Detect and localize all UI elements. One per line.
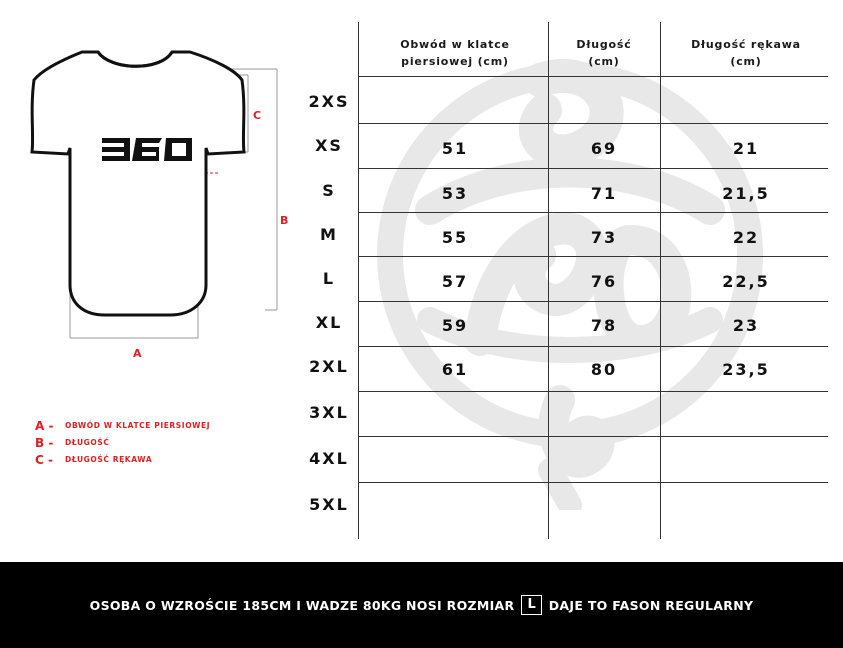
cell-sleeve: 23 [732, 316, 760, 335]
size-label: M [320, 225, 338, 244]
header-length-line2: (cm) [588, 55, 620, 68]
cell-length: 73 [590, 228, 618, 247]
cell-length: 80 [590, 360, 618, 379]
size-label: 5XL [309, 495, 349, 514]
footer-text-before: OSOBA O WZROŚCIE 185CM I WADZE 80KG NOSI ROZMIAR [89, 597, 515, 613]
legend-text: OBWÓD W KLATCE PIERSIOWEJ [65, 421, 211, 430]
size-label: 2XL [309, 357, 349, 376]
legend-item-a [35, 417, 210, 434]
size-table [300, 22, 828, 539]
measurement-label-c: C [253, 109, 262, 122]
cell-chest: 59 [441, 316, 469, 335]
legend-letter: C - [35, 452, 53, 467]
legend-letter: B - [35, 435, 54, 450]
cell-chest: 61 [441, 360, 469, 379]
cell-length: 71 [590, 184, 618, 203]
table-row-divider [358, 346, 828, 347]
legend-text: DŁUGOŚĆ [65, 438, 110, 447]
table-row-divider [358, 212, 828, 213]
legend-letter: A - [35, 418, 54, 433]
tshirt-outline [32, 52, 244, 315]
measurement-label-a: A [133, 347, 142, 360]
tshirt-diagram [20, 40, 310, 370]
size-label: XS [315, 136, 343, 155]
footer-banner [0, 562, 843, 648]
cell-length: 78 [590, 316, 618, 335]
table-row-divider [358, 76, 828, 77]
header-chest-line1: Obwód w klatce [400, 38, 510, 51]
table-divider [358, 22, 359, 539]
size-label: 3XL [309, 403, 349, 422]
header-length [552, 36, 656, 70]
cell-length: 76 [590, 272, 618, 291]
legend-item-b [35, 434, 210, 451]
header-length-line1: Długość [576, 38, 632, 51]
cell-chest: 53 [441, 184, 469, 203]
table-row-divider [358, 391, 828, 392]
table-row-divider [358, 482, 828, 483]
table-row-divider [358, 436, 828, 437]
cell-sleeve: 21,5 [722, 184, 770, 203]
cell-chest: 55 [441, 228, 469, 247]
cell-length: 69 [590, 139, 618, 158]
cell-chest: 51 [441, 139, 469, 158]
header-sleeve-line1: Długość rękawa [691, 38, 801, 51]
size-label: 2XS [308, 92, 350, 111]
size-label: XL [315, 313, 343, 332]
table-divider [660, 22, 661, 539]
cell-sleeve: 22,5 [722, 272, 770, 291]
table-row-divider [358, 301, 828, 302]
header-sleeve-line2: (cm) [730, 55, 762, 68]
cell-sleeve: 22 [732, 228, 760, 247]
size-label: L [322, 269, 336, 288]
header-sleeve [664, 36, 828, 70]
cell-chest: 57 [441, 272, 469, 291]
footer-text-after: DAJE TO FASON REGULARNY [548, 597, 754, 613]
legend-text: DŁUGOŚĆ RĘKAWA [65, 455, 153, 464]
header-chest-line2: piersiowej (cm) [401, 55, 509, 68]
table-row-divider [358, 123, 828, 124]
table-row-divider [358, 256, 828, 257]
cell-sleeve: 23,5 [722, 360, 770, 379]
measurement-label-b: B [280, 214, 289, 227]
table-row-divider [358, 168, 828, 169]
header-chest [370, 36, 540, 70]
measurement-legend [35, 417, 210, 468]
size-label: S [322, 181, 336, 200]
legend-item-c [35, 451, 210, 468]
footer-size-badge: L [521, 595, 541, 615]
table-divider [548, 22, 549, 539]
size-label: 4XL [309, 449, 349, 468]
cell-sleeve: 21 [732, 139, 760, 158]
